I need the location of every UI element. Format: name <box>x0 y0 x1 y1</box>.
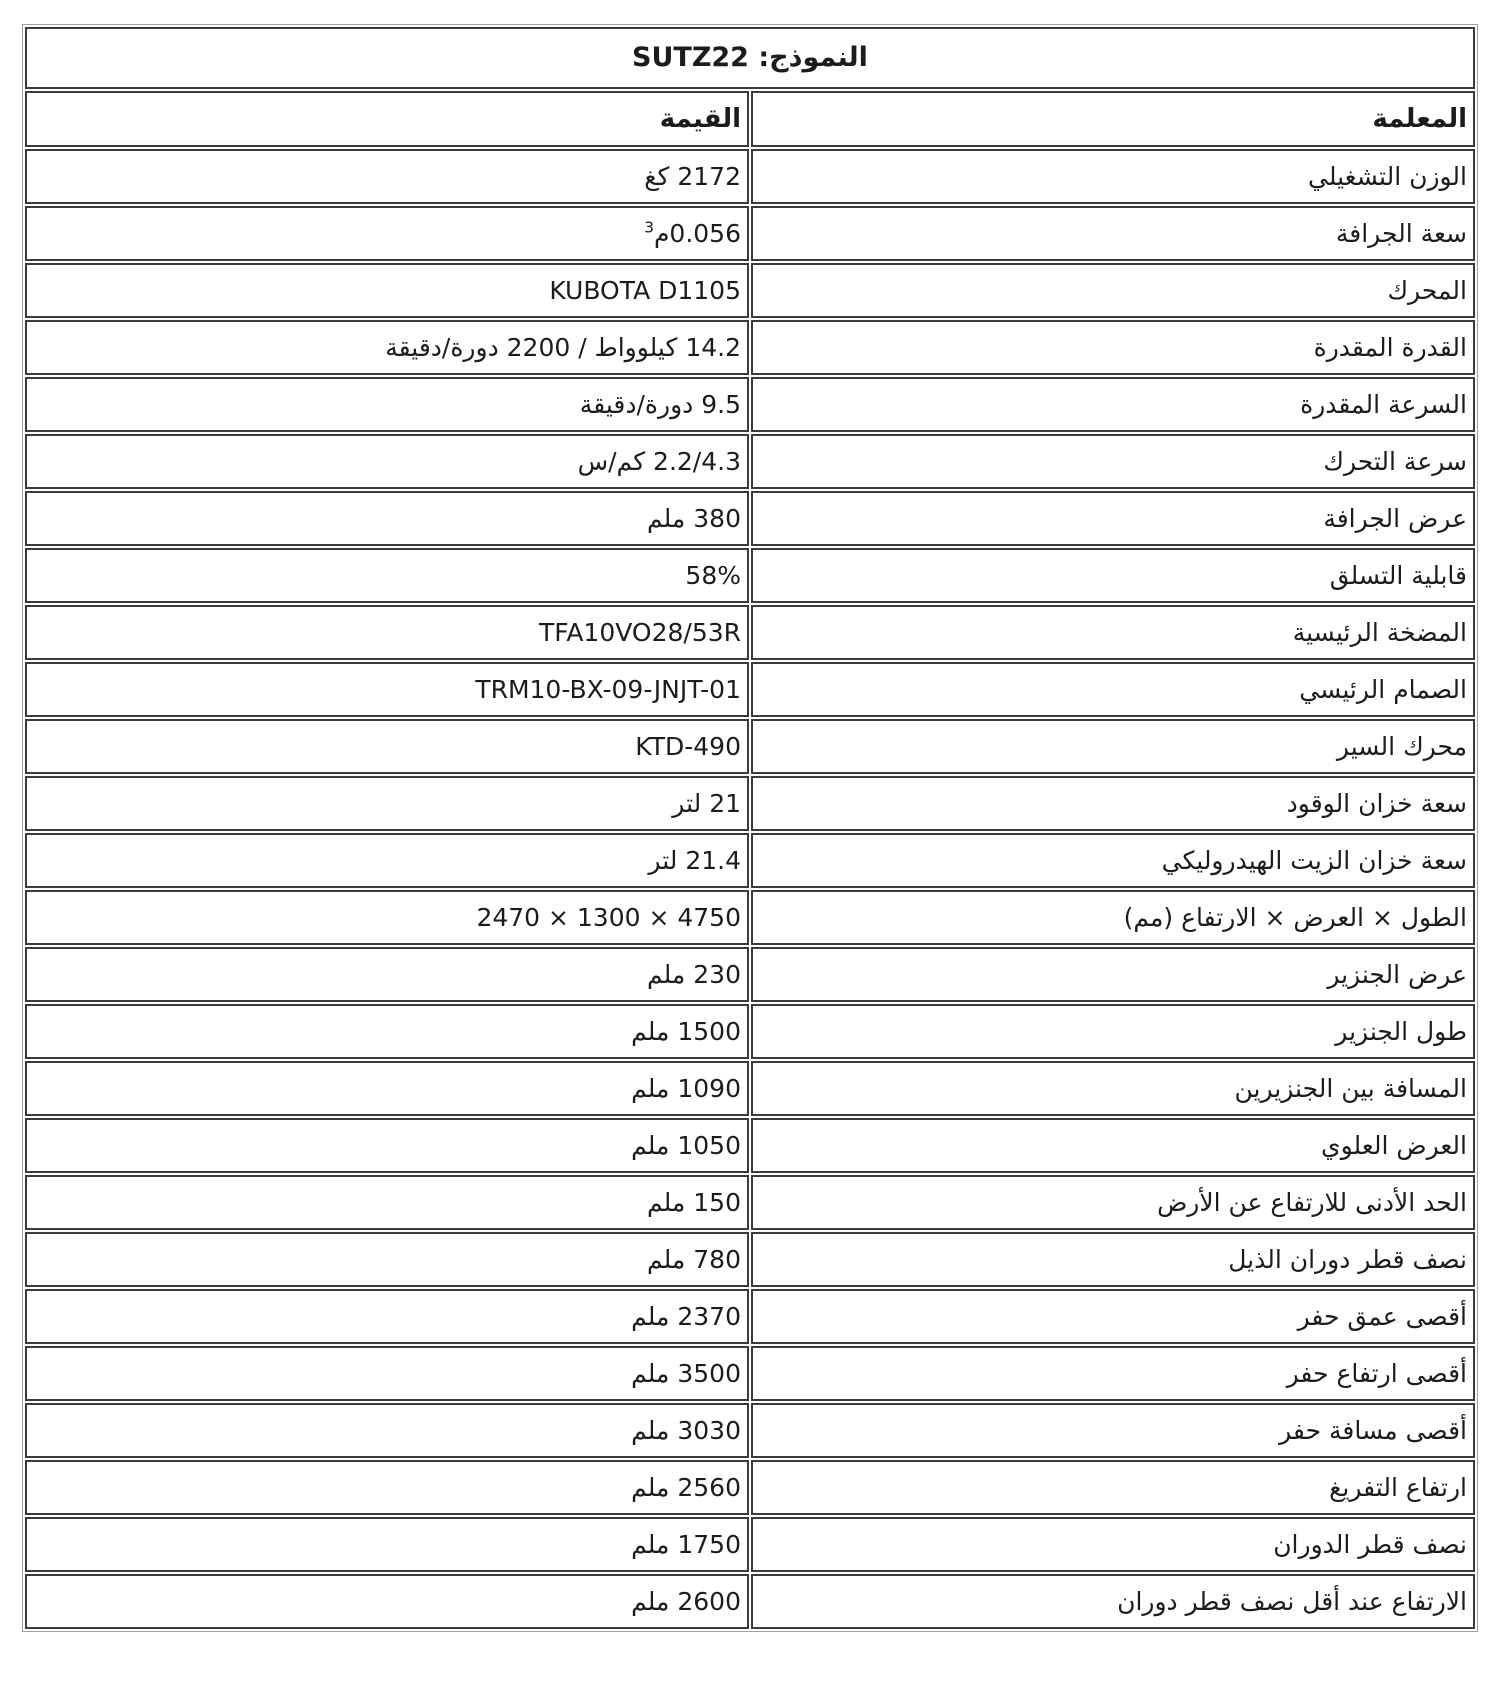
table-row <box>25 833 1475 888</box>
param-label: سعة خزان الوقود <box>1286 789 1467 819</box>
param-cell <box>751 149 1475 204</box>
value-text: 9.5 دورة/دقيقة <box>579 390 741 420</box>
value-cell <box>25 1118 749 1173</box>
value-text: TRM10-BX-09-JNJT-01 <box>475 675 741 705</box>
table-row <box>25 1289 1475 1344</box>
value-text: 58% <box>685 561 741 591</box>
param-label: المسافة بين الجنزيرين <box>1234 1074 1467 1104</box>
value-cell <box>25 1004 749 1059</box>
value-superscript: 3 <box>644 218 654 237</box>
table-row <box>25 206 1475 261</box>
value-text: 2.2/4.3 كم/س <box>577 447 741 477</box>
param-label: الطول × العرض × الارتفاع (مم) <box>1123 903 1467 933</box>
param-cell <box>751 1346 1475 1401</box>
spec-table-body <box>25 27 1475 1629</box>
value-cell <box>25 263 749 318</box>
table-row <box>25 263 1475 318</box>
value-cell <box>25 320 749 375</box>
param-cell <box>751 719 1475 774</box>
param-label: العرض العلوي <box>1321 1131 1467 1161</box>
value-cell <box>25 491 749 546</box>
param-cell <box>751 605 1475 660</box>
value-text: 2370 ملم <box>631 1302 741 1332</box>
table-row <box>25 377 1475 432</box>
value-cell <box>25 1175 749 1230</box>
param-label: سعة خزان الزيت الهيدروليكي <box>1161 846 1467 876</box>
param-cell <box>751 1517 1475 1572</box>
table-row <box>25 947 1475 1002</box>
param-label: سعة الجرافة <box>1335 219 1467 249</box>
param-cell <box>751 1289 1475 1344</box>
param-label: نصف قطر الدوران <box>1273 1530 1467 1560</box>
table-row <box>25 662 1475 717</box>
table-row <box>25 434 1475 489</box>
param-label: الوزن التشغيلي <box>1308 162 1467 192</box>
table-row <box>25 1232 1475 1287</box>
param-cell <box>751 491 1475 546</box>
value-cell <box>25 1061 749 1116</box>
table-row <box>25 890 1475 945</box>
table-row <box>25 1061 1475 1116</box>
value-text: 230 ملم <box>647 960 741 990</box>
value-cell <box>25 548 749 603</box>
column-header-value: القيمة <box>25 91 749 147</box>
table-row <box>25 719 1475 774</box>
param-cell <box>751 947 1475 1002</box>
table-row <box>25 491 1475 546</box>
table-row <box>25 1346 1475 1401</box>
param-cell <box>751 662 1475 717</box>
value-cell <box>25 1517 749 1572</box>
param-label: محرك السير <box>1336 732 1467 762</box>
table-row <box>25 1004 1475 1059</box>
table-row <box>25 1118 1475 1173</box>
table-row <box>25 1175 1475 1230</box>
value-text: 150 ملم <box>647 1188 741 1218</box>
param-label: القدرة المقدرة <box>1313 333 1467 363</box>
param-cell <box>751 263 1475 318</box>
param-cell <box>751 1232 1475 1287</box>
param-cell <box>751 377 1475 432</box>
param-label: سرعة التحرك <box>1323 447 1467 477</box>
param-label: عرض الجنزير <box>1327 960 1467 990</box>
value-text: 2172 كغ <box>644 162 741 192</box>
column-header-param: المعلمة <box>751 91 1475 147</box>
value-cell <box>25 377 749 432</box>
value-text: 2560 ملم <box>631 1473 741 1503</box>
value-text: 21.4 لتر <box>648 846 741 876</box>
value-text: 4750 × 1300 × 2470 <box>476 903 741 933</box>
param-cell <box>751 1061 1475 1116</box>
table-row <box>25 605 1475 660</box>
value-text: 1050 ملم <box>631 1131 741 1161</box>
value-text: 1090 ملم <box>631 1074 741 1104</box>
param-cell <box>751 1574 1475 1629</box>
param-label: طول الجنزير <box>1335 1017 1467 1047</box>
value-cell <box>25 605 749 660</box>
table-row <box>25 548 1475 603</box>
value-text: 21 لتر <box>672 789 741 819</box>
param-cell <box>751 1460 1475 1515</box>
value-cell <box>25 1574 749 1629</box>
value-cell <box>25 719 749 774</box>
param-cell <box>751 206 1475 261</box>
table-row <box>25 1517 1475 1572</box>
value-text: 780 ملم <box>647 1245 741 1275</box>
value-cell <box>25 890 749 945</box>
value-cell <box>25 1346 749 1401</box>
param-label: أقصى ارتفاع حفر <box>1286 1359 1467 1389</box>
value-text: 0.056م <box>653 219 741 249</box>
param-cell <box>751 1175 1475 1230</box>
param-cell <box>751 548 1475 603</box>
value-text: 3500 ملم <box>631 1359 741 1389</box>
table-row <box>25 1460 1475 1515</box>
value-text: 14.2 كيلوواط / 2200 دورة/دقيقة <box>385 333 741 363</box>
param-label: المضخة الرئيسية <box>1292 618 1467 648</box>
param-label: الصمام الرئيسي <box>1299 675 1467 705</box>
value-cell <box>25 1289 749 1344</box>
param-cell <box>751 320 1475 375</box>
value-cell <box>25 149 749 204</box>
param-label: المحرك <box>1387 276 1467 306</box>
param-cell <box>751 434 1475 489</box>
table-row <box>25 1403 1475 1458</box>
value-cell <box>25 662 749 717</box>
table-row <box>25 1574 1475 1629</box>
param-cell <box>751 890 1475 945</box>
value-cell <box>25 776 749 831</box>
value-cell <box>25 947 749 1002</box>
title-row <box>25 27 1475 89</box>
value-cell <box>25 1403 749 1458</box>
value-cell <box>25 833 749 888</box>
param-label: عرض الجرافة <box>1323 504 1467 534</box>
table-title: النموذج: SUTZ22 <box>25 27 1475 89</box>
param-label: ارتفاع التفريغ <box>1329 1473 1467 1503</box>
param-label: نصف قطر دوران الذيل <box>1228 1245 1467 1275</box>
value-text: 380 ملم <box>647 504 741 534</box>
value-text: KTD-490 <box>635 732 741 762</box>
value-text: 1500 ملم <box>631 1017 741 1047</box>
param-cell <box>751 1118 1475 1173</box>
param-cell <box>751 833 1475 888</box>
value-text: 3030 ملم <box>631 1416 741 1446</box>
table-row <box>25 149 1475 204</box>
param-label: أقصى عمق حفر <box>1297 1302 1467 1332</box>
value-cell <box>25 1460 749 1515</box>
table-row <box>25 320 1475 375</box>
value-cell <box>25 206 749 261</box>
value-text: 2600 ملم <box>631 1587 741 1617</box>
spec-table <box>22 24 1478 1632</box>
value-cell <box>25 434 749 489</box>
value-cell <box>25 1232 749 1287</box>
param-label: الارتفاع عند أقل نصف قطر دوران <box>1117 1587 1467 1617</box>
header-row <box>25 91 1475 147</box>
table-row <box>25 776 1475 831</box>
param-cell <box>751 1403 1475 1458</box>
param-cell <box>751 776 1475 831</box>
param-label: الحد الأدنى للارتفاع عن الأرض <box>1157 1188 1467 1218</box>
param-label: قابلية التسلق <box>1329 561 1467 591</box>
value-text: TFA10VO28/53R <box>538 618 741 648</box>
value-text: 1750 ملم <box>631 1530 741 1560</box>
param-cell <box>751 1004 1475 1059</box>
value-text: KUBOTA D1105 <box>549 276 741 306</box>
param-label: أقصى مسافة حفر <box>1279 1416 1467 1446</box>
param-label: السرعة المقدرة <box>1300 390 1467 420</box>
